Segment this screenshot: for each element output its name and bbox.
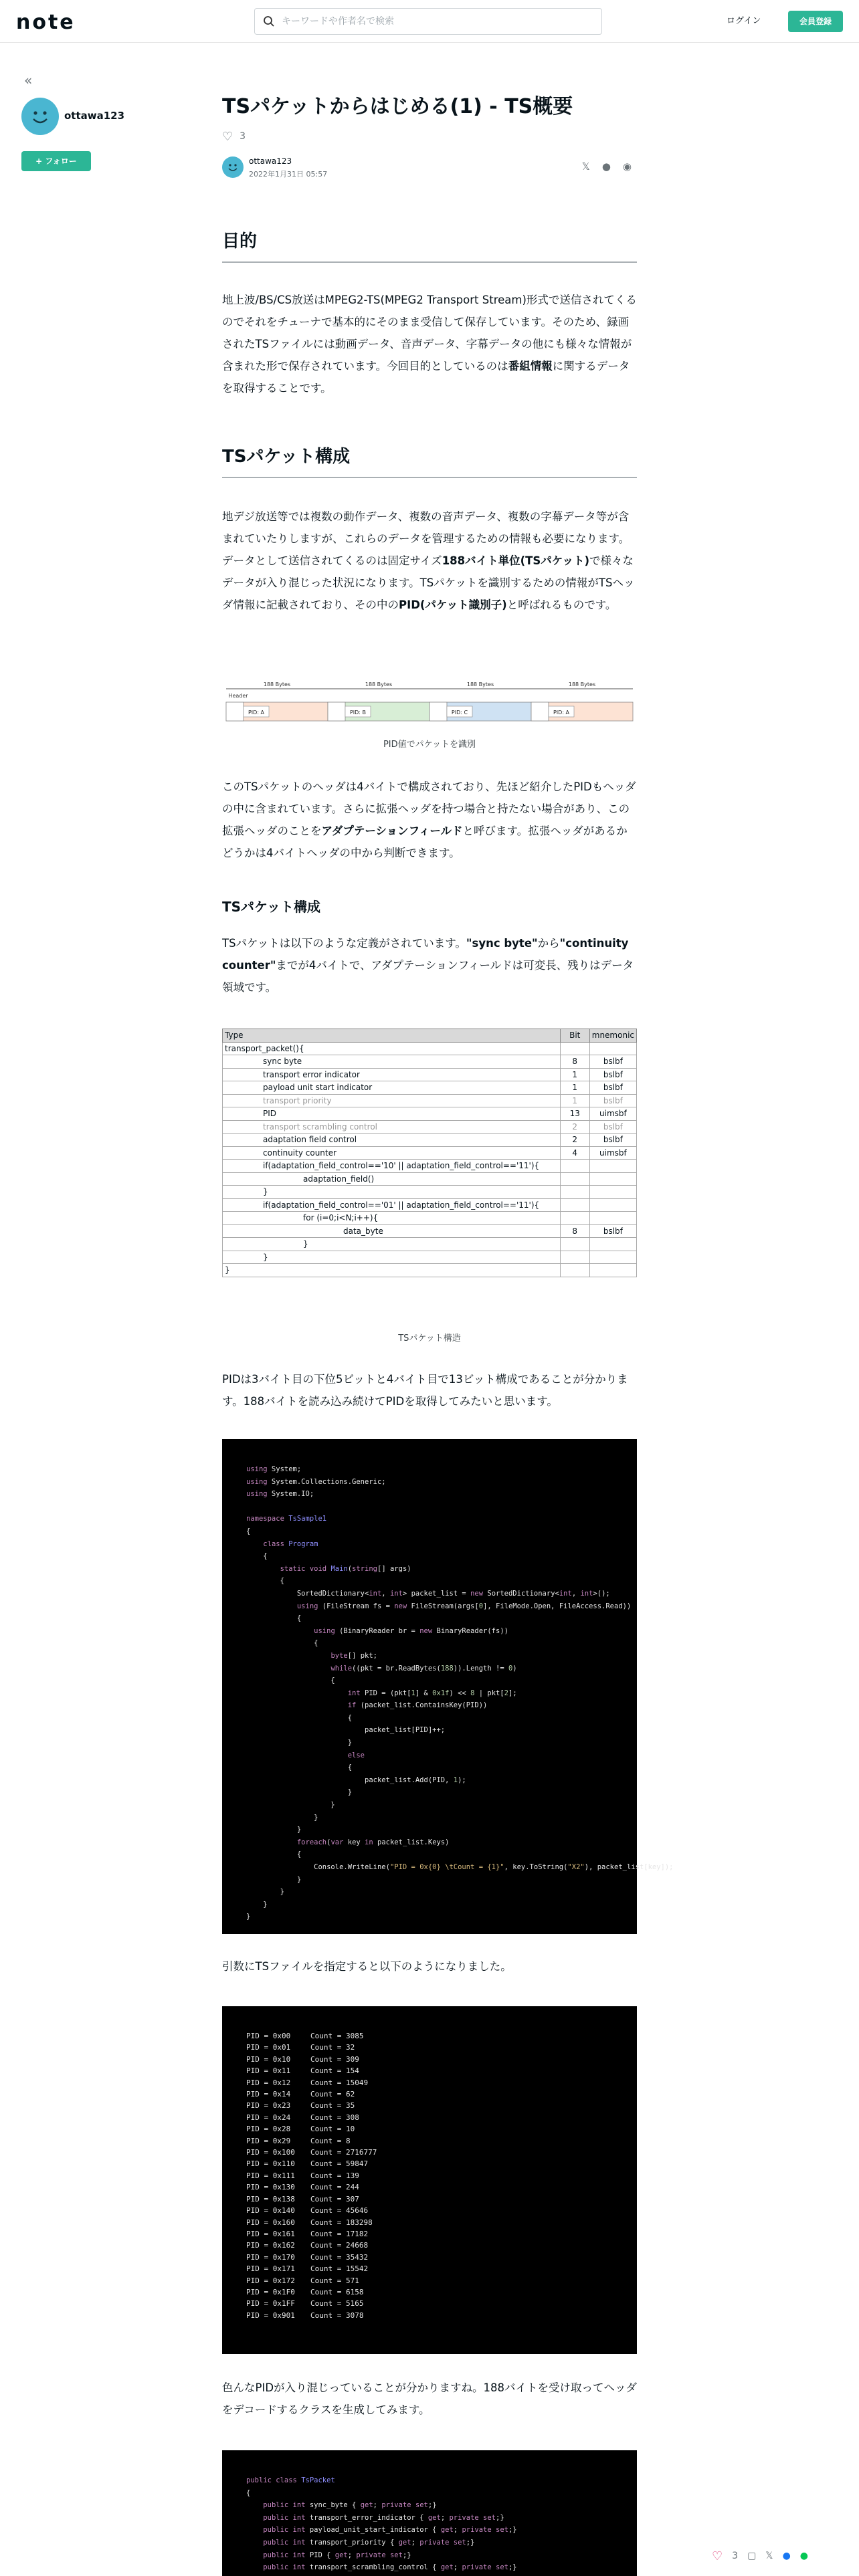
output-pid: PID = 0x171: [246, 2264, 295, 2274]
output-line: [246, 2263, 613, 2274]
code-block-tspacket-class: public class TsPacket { public int sync_byte { get; private set;} public int transport_error_indicator { get; private set;} public int payload_unit_start_indicator { get; private set;} public int transport_priority { get; private set;} public int PID { get; private set;} public int transport_scrambling_control { get; private set;}: [222, 2450, 637, 2576]
table-cell: transport error indicator: [223, 1068, 561, 1081]
table-cell: 8: [560, 1055, 589, 1069]
table-caption: TSパケット構造: [398, 1333, 461, 1344]
table-cell: [589, 1160, 636, 1173]
publish-date: 2022年1月31日 05:57: [249, 170, 328, 179]
table-cell: for (i=0;i<N;i++){: [223, 1212, 561, 1225]
table-cell: 13: [560, 1107, 589, 1121]
follow-button[interactable]: + フォロー: [21, 151, 91, 171]
output-line: [246, 2205, 613, 2216]
table-cell: transport_packet(){: [223, 1042, 561, 1055]
output-line: [246, 2088, 613, 2100]
table-cell: [589, 1238, 636, 1251]
output-count: Count = 5165: [310, 2299, 364, 2309]
output-count: Count = 244: [310, 2183, 359, 2192]
table-cell: [589, 1186, 636, 1199]
output-count: Count = 183298: [310, 2218, 373, 2227]
comment-icon[interactable]: ▢: [747, 2551, 757, 2561]
table-cell: uimsbf: [589, 1146, 636, 1160]
facebook-share-icon[interactable]: ●: [601, 160, 611, 173]
paragraph-ts-packet: 地デジ放送等では複数の動作データ、複数の音声データ、複数の字幕データ等が含まれていたりしますが、これらのデータを管理するための情報も必要になります。データとして送信されてくるのは固定サイズ188バイト単位(TSパケット)で様々なデータが入り混じった状況になります。TSパケットを識別するための情報がTSヘッダ情報に記載されており、その中のPID(パケット識別子)と呼ばれるものです。: [222, 510, 635, 611]
table-cell: }: [223, 1251, 561, 1264]
output-line: [246, 2100, 613, 2111]
table-cell: [589, 1264, 636, 1277]
output-count: Count = 308: [310, 2113, 359, 2122]
output-count: Count = 35432: [310, 2252, 369, 2262]
table-cell: 8: [560, 1224, 589, 1238]
output-pid: PID = 0x100: [246, 2148, 295, 2157]
login-link[interactable]: ログイン: [727, 16, 761, 26]
output-count: Count = 139: [310, 2171, 359, 2180]
output-line: [246, 2298, 613, 2309]
packet-bytes-label: 188 Bytes: [568, 681, 596, 687]
output-line: [246, 2310, 613, 2321]
table-cell: uimsbf: [589, 1107, 636, 1121]
output-line: [246, 2240, 613, 2251]
table-cell: transport priority: [223, 1094, 561, 1107]
pid-label: PID: B: [349, 710, 367, 716]
output-count: Count = 2716777: [310, 2148, 377, 2157]
packet-header-block: [328, 702, 345, 721]
like-counter: [222, 130, 246, 144]
output-count: Count = 59847: [310, 2159, 369, 2169]
output-count: Count = 6158: [310, 2287, 364, 2296]
table-cell: bslbf: [589, 1081, 636, 1095]
table-cell: [560, 1186, 589, 1199]
output-pid: PID = 0x161: [246, 2229, 295, 2238]
output-count: Count = 32: [310, 2043, 355, 2052]
figure-caption: PID値でパケットを識別: [383, 740, 476, 750]
code-block-pid-counter: using System; using System.Collections.Generic; using System.IO; namespace TsSample1 { class Program { static void Main(string[] args) { SortedDictionary<int, int> packet_list = new SortedDictionary<int, int>(); using (FileStream fs = new FileStream(args[0], FileMode.Open, FileAccess.Read)) { using (BinaryReader br = new BinaryReader(fs)) { byte[] pkt; while((pkt = br.ReadBytes(188)).Length != 0) { int PID = (pkt[1] & 0x1f) << 8 | pkt[2]; if (packet_list.ContainsKey(PID)) { packet_list[PID]++; } else { packet_list.Add(PID, 1); } } } } foreach(var key in packet_list.Keys) { Console.WriteLine("PID = 0x{0} \tCount = {1}", key.ToString("X2"), packet_list[key]); } } } }: [222, 1439, 637, 1934]
signup-button[interactable]: 会員登録: [788, 11, 843, 32]
search-input[interactable]: [282, 13, 589, 30]
table-cell: [589, 1172, 636, 1186]
output-count: Count = 15049: [310, 2078, 369, 2087]
output-line: [246, 2030, 613, 2042]
table-row: [223, 1224, 637, 1238]
table-cell: 2: [560, 1120, 589, 1134]
table-cell: [589, 1042, 636, 1055]
table-cell: bslbf: [589, 1068, 636, 1081]
table-cell: [560, 1172, 589, 1186]
floating-like-count: 3: [732, 2551, 739, 2561]
table-row: [223, 1186, 637, 1199]
pid-label: PID: A: [248, 710, 265, 716]
output-count: Count = 309: [310, 2054, 359, 2064]
table-cell: 1: [560, 1068, 589, 1081]
output-count: Count = 571: [310, 2276, 359, 2285]
output-pid: PID = 0x10: [246, 2054, 291, 2064]
table-cell: bslbf: [589, 1055, 636, 1069]
author-name[interactable]: ottawa123: [249, 156, 292, 166]
output-line: [246, 2275, 613, 2286]
output-line: [246, 2135, 613, 2147]
table-row: [223, 1134, 637, 1147]
table-row: [223, 1055, 637, 1069]
output-line: [246, 2112, 613, 2123]
output-count: Count = 3085: [310, 2032, 364, 2040]
header-label: Header: [228, 693, 248, 699]
table-cell: [560, 1264, 589, 1277]
table-cell: adaptation field control: [223, 1134, 561, 1147]
output-line: [246, 2054, 613, 2065]
table-row: [223, 1029, 637, 1043]
facebook-share-icon[interactable]: ●: [782, 2551, 791, 2561]
output-pid: PID = 0x140: [246, 2206, 295, 2216]
paragraph-pid: PIDは3バイト目の下位5ビットと4バイト目で13ビット構成であることが分かります。188バイトを読み込み続けてPIDを取得してみたいと思います。: [222, 1373, 628, 1408]
output-count: Count = 3078: [310, 2311, 364, 2320]
output-count: Count = 62: [310, 2090, 355, 2099]
table-row: [223, 1264, 637, 1277]
author-avatar-small[interactable]: [222, 156, 244, 178]
table-cell: [560, 1238, 589, 1251]
output-pid: PID = 0x1FF: [246, 2299, 295, 2309]
table-cell: Bit: [560, 1029, 589, 1043]
table-cell: bslbf: [589, 1134, 636, 1147]
output-pid: PID = 0x14: [246, 2090, 291, 2099]
table-row: [223, 1198, 637, 1212]
heart-icon[interactable]: ♡: [712, 2549, 723, 2563]
line-share-icon[interactable]: ◉: [622, 160, 632, 173]
author-row: [222, 155, 637, 182]
table-cell: 1: [560, 1094, 589, 1107]
table-row: [223, 1107, 637, 1121]
output-line: [246, 2077, 613, 2088]
pid-label: PID: C: [451, 710, 468, 716]
output-count: Count = 35: [310, 2101, 355, 2111]
output-line: [246, 2042, 613, 2053]
table-cell: [560, 1198, 589, 1212]
table-cell: PID: [223, 1107, 561, 1121]
top-header: [0, 0, 859, 43]
table-cell: [560, 1212, 589, 1225]
table-row: [223, 1212, 637, 1225]
floating-action-bar: [712, 2544, 852, 2568]
like-count: 3: [240, 131, 246, 142]
table-cell: }: [223, 1186, 561, 1199]
output-pid: PID = 0x130: [246, 2183, 295, 2192]
table-cell: [560, 1251, 589, 1264]
table-row: [223, 1172, 637, 1186]
table-row: [223, 1238, 637, 1251]
subheading-ts-packet: TSパケット構成: [222, 899, 321, 915]
table-cell: }: [223, 1238, 561, 1251]
table-cell: bslbf: [589, 1094, 636, 1107]
table-cell: [589, 1198, 636, 1212]
line-share-icon[interactable]: ●: [799, 2551, 809, 2561]
heart-icon[interactable]: ♡: [222, 130, 233, 144]
table-row: [223, 1094, 637, 1107]
output-count: Count = 24668: [310, 2241, 369, 2250]
output-count: Count = 8: [310, 2136, 351, 2145]
output-count: Count = 45646: [310, 2206, 369, 2216]
packet-bytes-label: 188 Bytes: [466, 681, 494, 687]
table-cell: [560, 1042, 589, 1055]
heading-ts-packet: TSパケット構成: [222, 443, 637, 478]
x-share-icon[interactable]: 𝕏: [765, 2551, 773, 2561]
table-cell: continuity counter: [223, 1146, 561, 1160]
output-count: Count = 15542: [310, 2264, 369, 2274]
share-buttons: [582, 160, 632, 173]
output-count: Count = 17182: [310, 2229, 369, 2238]
output-pid: PID = 0x170: [246, 2252, 295, 2262]
table-row: [223, 1160, 637, 1173]
table-cell: bslbf: [589, 1120, 636, 1134]
table-cell: 2: [560, 1134, 589, 1147]
output-line: [246, 2217, 613, 2228]
output-line: [246, 2065, 613, 2076]
paragraph-decoder: 色んなPIDが入り混じっていることが分かりますね。188バイトを受け取ってヘッダをデコードするクラスを生成してみます。: [222, 2381, 638, 2416]
output-line: [246, 2147, 613, 2158]
table-cell: bslbf: [589, 1224, 636, 1238]
output-pid: PID = 0x28: [246, 2125, 291, 2134]
output-line: [246, 2286, 613, 2298]
smiley-avatar-icon: [222, 156, 244, 178]
table-cell: 4: [560, 1146, 589, 1160]
packet-header-block: [430, 702, 447, 721]
paragraph-purpose: 地上波/BS/CS放送はMPEG2-TS(MPEG2 Transport Stream)形式で送信されてくるのでそれをチューナで基本的にそのまま受信して保存しています。そのため、録画されたTSファイルには動画データ、音声データ、字幕データの他にも様々な情報が含まれた形で保存されています。今回目的としているのは番組情報に関するデータを取得することです。: [222, 294, 637, 395]
search-icon: [263, 15, 275, 27]
table-cell: Type: [223, 1029, 561, 1043]
output-pid: PID = 0x111: [246, 2171, 295, 2180]
table-cell: [560, 1160, 589, 1173]
output-pid: PID = 0x11: [246, 2066, 291, 2076]
table-row: [223, 1042, 637, 1055]
table-cell: sync byte: [223, 1055, 561, 1069]
x-share-icon[interactable]: 𝕏: [581, 160, 590, 173]
output-line: [246, 2123, 613, 2135]
heading-purpose: 目的: [222, 227, 637, 263]
output-line: [246, 2170, 613, 2181]
output-pid: PID = 0x138: [246, 2194, 295, 2204]
output-count: Count = 307: [310, 2194, 359, 2204]
table-cell: transport scrambling control: [223, 1120, 561, 1134]
pid-label: PID: A: [553, 710, 570, 716]
packet-bytes-label: 188 Bytes: [263, 681, 291, 687]
paragraph-result: 引数にTSファイルを指定すると以下のようになりました。: [222, 1960, 512, 1973]
packet-bytes-label: 188 Bytes: [365, 681, 393, 687]
table-row: [223, 1251, 637, 1264]
article-title: TSパケットからはじめる(1) - TS概要: [222, 95, 573, 118]
output-count: Count = 154: [310, 2066, 359, 2076]
packet-header-block: [531, 702, 549, 721]
table-cell: }: [223, 1264, 561, 1277]
table-cell: if(adaptation_field_control=='10' || adaptation_field_control=='11'){: [223, 1160, 561, 1173]
output-line: [246, 2228, 613, 2240]
output-pid: PID = 0x110: [246, 2159, 295, 2169]
packet-diagram: [222, 679, 637, 724]
output-pid: PID = 0x24: [246, 2113, 291, 2122]
table-row: [223, 1068, 637, 1081]
table-cell: [589, 1251, 636, 1264]
smiley-avatar-icon: [21, 98, 59, 135]
ts-packet-table: [222, 1029, 637, 1277]
search-box[interactable]: [254, 8, 602, 35]
collapse-sidebar-icon[interactable]: «: [24, 72, 33, 88]
table-row: [223, 1081, 637, 1095]
table-cell: mnemonic: [589, 1029, 636, 1043]
output-pid: PID = 0x01: [246, 2043, 291, 2052]
paragraph-header: このTSパケットのヘッダは4バイトで構成されており、先ほど紹介したPIDもヘッダの中に含まれています。さらに拡張ヘッダを持つ場合と持たない場合があり、この拡張ヘッダのことをアダプテーションフィールドと呼びます。拡張ヘッダがあるかどうかは4バイトヘッダの中から判断できます。: [222, 780, 636, 859]
output-pid: PID = 0x1F0: [246, 2287, 295, 2296]
table-cell: adaptation_field(): [223, 1172, 561, 1186]
author-avatar[interactable]: [21, 98, 59, 135]
output-count: Count = 10: [310, 2125, 355, 2134]
output-pid: PID = 0x29: [246, 2136, 291, 2145]
table-row: [223, 1146, 637, 1160]
table-cell: [589, 1212, 636, 1225]
output-pid: PID = 0x160: [246, 2218, 295, 2227]
output-pid: PID = 0x162: [246, 2241, 295, 2250]
output-line: [246, 2181, 613, 2193]
table-cell: data_byte: [223, 1224, 561, 1238]
code-block-output: [222, 2006, 637, 2354]
output-pid: PID = 0x12: [246, 2078, 291, 2087]
note-logo[interactable]: note: [16, 11, 76, 34]
packet-header-block: [226, 702, 244, 721]
output-line: [246, 2158, 613, 2169]
output-pid: PID = 0x23: [246, 2101, 291, 2111]
paragraph-definition: TSパケットは以下のような定義がされています。"sync byte"から"continuity counter"までが4バイトで、アダプテーションフィールドは可変長、残りはデータ領域です。: [222, 937, 634, 994]
output-pid: PID = 0x172: [246, 2276, 295, 2285]
table-cell: payload unit start indicator: [223, 1081, 561, 1095]
side-author-name[interactable]: ottawa123: [64, 110, 125, 122]
table-cell: 1: [560, 1081, 589, 1095]
output-pid: PID = 0x00: [246, 2032, 291, 2040]
output-line: [246, 2252, 613, 2263]
output-pid: PID = 0x901: [246, 2311, 295, 2320]
output-line: [246, 2193, 613, 2205]
table-row: [223, 1120, 637, 1134]
table-cell: if(adaptation_field_control=='01' || adaptation_field_control=='11'){: [223, 1198, 561, 1212]
